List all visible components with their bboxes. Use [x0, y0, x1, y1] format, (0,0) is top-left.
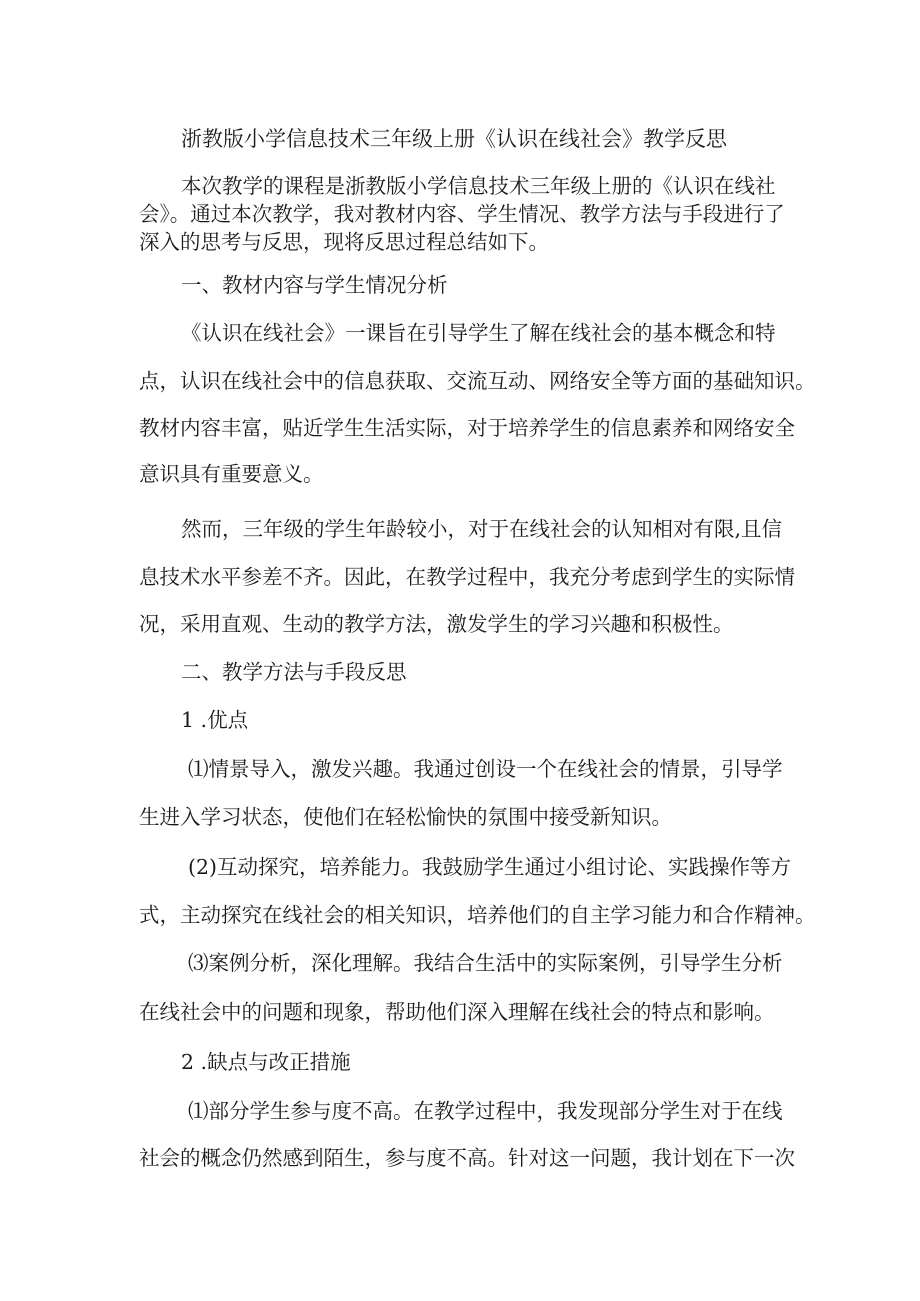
section1-p2-line: 然而，三年级的学生年龄较小，对于在线社会的认知相对有限,且信	[181, 517, 783, 541]
section1-p1-line: 教材内容丰富，贴近学生生活实际，对于培养学生的信息素养和网络安全	[139, 416, 795, 440]
document-title: 浙教版小学信息技术三年级上册《认识在线社会》教学反思	[181, 127, 727, 151]
intro-line: 深入的思考与反思，现将反思过程总结如下。	[139, 230, 549, 254]
section1-p2-line: 况，采用直观、生动的教学方法，激发学生的学习兴趣和积极性。	[139, 612, 734, 636]
subheading-shortcomings: 2 .缺点与改正措施	[181, 1050, 351, 1074]
advantage-item-line: 式，主动探究在线社会的相关知识，培养他们的自主学习能力和合作精神。	[139, 903, 816, 927]
shortcoming-item-line: ⑴部分学生参与度不高。在教学过程中，我发现部分学生对于在线	[188, 1099, 783, 1123]
advantage-item-line: ⑶案例分析，深化理解。我结合生活中的实际案例，引导学生分析	[188, 951, 783, 975]
section1-heading: 一、教材内容与学生情况分析	[181, 273, 448, 297]
section1-p1-line: 点，认识在线社会中的信息获取、交流互动、网络安全等方面的基础知识。	[139, 369, 816, 393]
advantage-item-line: 在线社会中的问题和现象，帮助他们深入理解在线社会的特点和影响。	[139, 1000, 775, 1024]
advantage-item-line: (2)互动探究，培养能力。我鼓励学生通过小组讨论、实践操作等方	[188, 855, 792, 879]
intro-line: 会》。通过本次教学，我对教材内容、学生情况、教学方法与手段进行了	[139, 202, 785, 226]
section2-heading: 二、教学方法与手段反思	[181, 660, 407, 684]
advantage-item-line: 生进入学习状态，使他们在轻松愉快的氛围中接受新知识。	[139, 805, 672, 829]
shortcoming-item-line: 社会的概念仍然感到陌生，参与度不高。针对这一问题，我计划在下一次	[139, 1146, 795, 1170]
intro-line: 本次教学的课程是浙教版小学信息技术三年级上册的《认识在线社	[181, 174, 776, 198]
section1-p1-line: 《认识在线社会》一课旨在引导学生了解在线社会的基本概念和特	[181, 321, 776, 345]
subheading-advantages: 1 .优点	[181, 708, 249, 732]
section1-p2-line: 息技术水平参差不齐。因此，在教学过程中，我充分考虑到学生的实际情	[139, 565, 795, 589]
advantage-item-line: ⑴情景导入，激发兴趣。我通过创设一个在线社会的情景，引导学	[188, 757, 783, 781]
section1-p1-line: 意识具有重要意义。	[139, 462, 324, 486]
